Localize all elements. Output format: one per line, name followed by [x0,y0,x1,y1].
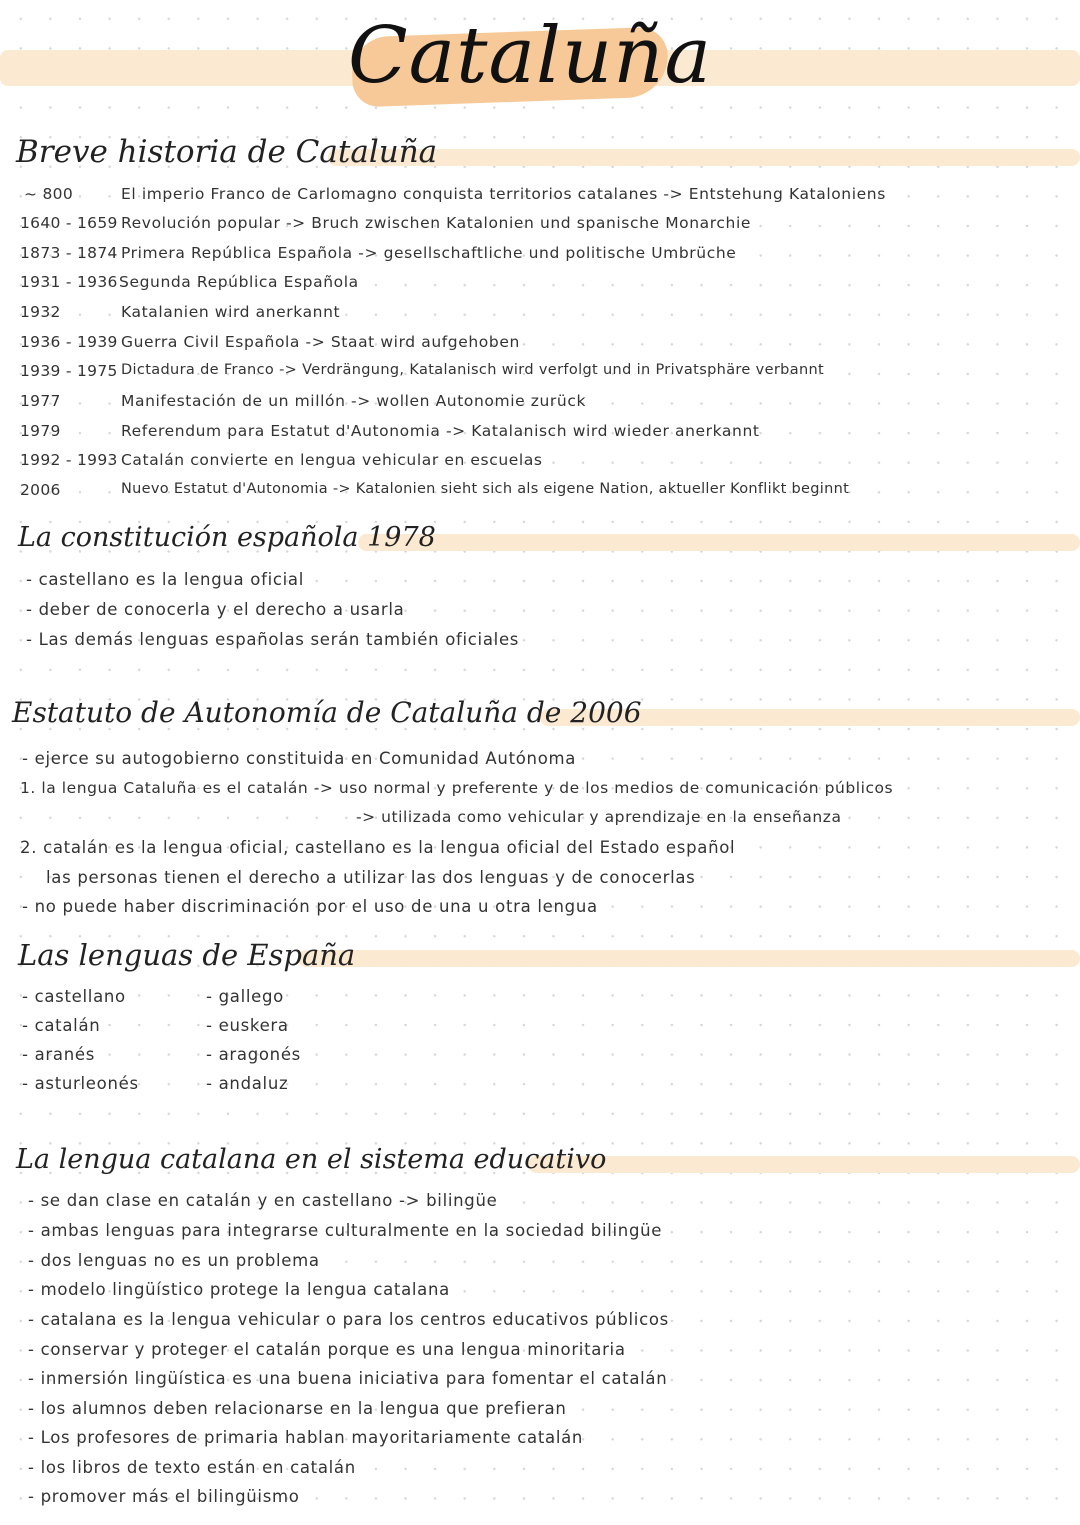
list-item: - catalán [22,1016,101,1035]
list-item: 1. la lengua Cataluña es el catalán -> uso normal y preferente y de los medios de comunicación públicos [20,779,894,797]
timeline-text: El imperio Franco de Carlomagno conquista territorios catalanes -> Entstehung Kataloniens [121,185,886,203]
list-item: - andaluz [206,1074,289,1093]
timeline-text: Guerra Civil Española -> Staat wird aufgehoben [121,333,520,351]
list-item: - los libros de texto están en catalán [28,1458,356,1477]
list-item: 2. catalán es la lengua oficial, castellano es la lengua oficial del Estado español [20,838,736,857]
timeline-year: 1932 [20,303,61,321]
list-item: - promover más el bilingüismo [28,1487,300,1506]
timeline-year: 1640 - 1659 [20,214,118,232]
timeline-year: 1931 - 1936 [20,273,118,291]
list-item: - ejerce su autogobierno constituida en Comunidad Autónoma [22,749,577,768]
timeline-text: Primera República Española -> gesellschaftliche und politische Umbrüche [121,244,737,262]
list-item: - catalana es la lengua vehicular o para los centros educativos públicos [28,1310,669,1329]
page-title: Cataluña [348,11,712,101]
timeline-year: 1992 - 1993 [20,451,118,469]
list-item: - aranés [22,1045,96,1064]
history-heading: Breve historia de Cataluña [16,134,438,170]
constitution-heading-band [358,534,1080,551]
educativo-heading: La lengua catalana en el sistema educativo [16,1144,607,1175]
timeline-year: 2006 [20,481,61,499]
list-item: - castellano es la lengua oficial [26,570,305,589]
list-item: - aragonés [206,1045,301,1064]
list-item: - no puede haber discriminación por el uso de una u otra lengua [22,897,598,916]
list-item: - dos lenguas no es un problema [28,1251,320,1270]
timeline-text: Dictadura de Franco -> Verdrängung, Katalanisch wird verfolgt und in Privatsphäre verbannt [121,362,825,378]
constitution-heading: La constitución española 1978 [18,522,436,553]
timeline-year: 1979 [20,422,61,440]
list-item: - modelo lingüístico protege la lengua catalana [28,1280,450,1299]
list-item: - deber de conocerla y el derecho a usarla [26,600,405,619]
list-item: - ambas lenguas para integrarse culturalmente en la sociedad bilingüe [28,1221,663,1240]
timeline-text: Catalán convierte en lengua vehicular en escuelas [121,451,543,469]
title-block [348,6,712,110]
list-item: - inmersión lingüística es una buena iniciativa para fomentar el catalán [28,1369,668,1388]
list-item: - asturleonés [22,1074,139,1093]
timeline-year: 1939 - 1975 [20,362,118,380]
list-item: - Las demás lenguas españolas serán también oficiales [26,630,520,649]
timeline-text: Referendum para Estatut d'Autonomia -> Katalanisch wird wieder anerkannt [121,422,760,440]
timeline-text: Nuevo Estatut d'Autonomia -> Katalonien sieht sich als eigene Nation, aktueller Konflikt beginnt [121,481,850,497]
list-item: -> utilizada como vehicular y aprendizaje en la enseñanza [356,808,842,826]
lenguas-heading: Las lenguas de España [18,938,356,972]
timeline-text: Segunda República Española [119,273,359,291]
estatuto-heading: Estatuto de Autonomía de Cataluña de 2006 [12,696,642,729]
educativo-heading-band [528,1156,1080,1173]
list-item: - se dan clase en catalán y en castellano -> bilingüe [28,1191,498,1210]
timeline-year: 1873 - 1874 [20,244,118,262]
timeline-text: Katalanien wird anerkannt [121,303,341,321]
history-heading-band [328,149,1080,166]
list-item: - gallego [206,987,284,1006]
list-item: las personas tienen el derecho a utilizar las dos lenguas y de conocerlas [46,868,696,887]
list-item: - euskera [206,1016,289,1035]
timeline-text: Manifestación de un millón -> wollen Autonomie zurück [121,392,587,410]
list-item: - castellano [22,987,126,1006]
lenguas-heading-band [298,950,1080,967]
timeline-year: ~ 800 [24,185,73,203]
timeline-year: 1936 - 1939 [20,333,118,351]
timeline-year: 1977 [20,392,61,410]
list-item: - conservar y proteger el catalán porque es una lengua minoritaria [28,1340,626,1359]
list-item: - Los profesores de primaria hablan mayoritariamente catalán [28,1428,584,1447]
timeline-text: Revolución popular -> Bruch zwischen Katalonien und spanische Monarchie [121,214,751,232]
list-item: - los alumnos deben relacionarse en la lengua que prefieran [28,1399,567,1418]
